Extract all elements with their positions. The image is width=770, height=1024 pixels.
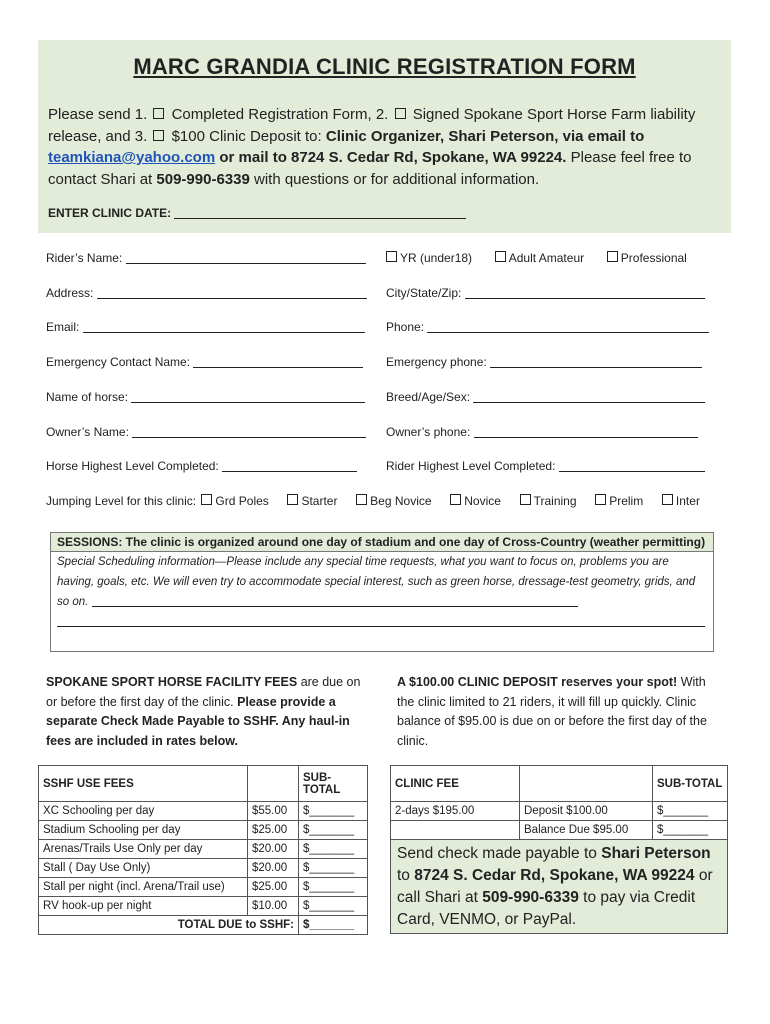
emergency-phone-line[interactable]: [490, 367, 702, 368]
email-label: Email:: [46, 320, 80, 334]
clinic-date-field[interactable]: [48, 206, 466, 220]
level-label: Novice: [464, 494, 501, 508]
pro-label: Professional: [620, 251, 687, 265]
sessions-heading: SESSIONS: The clinic is organized around one day of stadium and one day of Cross-Country (weather permitting): [51, 533, 713, 552]
sessions-instructions: Special Scheduling information—Please include any special time requests, what you want to focus on, problems you are having, goals, etc. We will even try to accommodate special interest, such as green horse, dressage-test geometry, grids, and so on.: [57, 556, 696, 608]
level-label: Beg Novice: [370, 494, 432, 508]
emergency-phone-label: Emergency phone:: [386, 355, 487, 369]
clinic-date-line[interactable]: [174, 218, 466, 219]
rider-category: [384, 251, 687, 265]
empty-cell: [520, 766, 653, 802]
table-row: [39, 840, 368, 859]
balance-subtotal[interactable]: $_______: [653, 821, 728, 840]
fee-item: Arenas/Trails Use Only per day: [39, 840, 248, 859]
emergency-phone-field[interactable]: [386, 355, 702, 369]
table-row: [39, 878, 368, 897]
email-field[interactable]: [46, 320, 365, 334]
intro-part: Please send 1.: [48, 106, 148, 123]
owner-phone-label: Owner’s phone:: [386, 425, 471, 439]
rider-level-line[interactable]: [559, 471, 705, 472]
total-row: [39, 916, 368, 935]
total-value[interactable]: $_______: [299, 916, 368, 935]
checkbox-pro[interactable]: [607, 251, 618, 262]
payable-text: to pay via Credit Card, VENMO, or PayPal.: [397, 889, 696, 928]
sshf-fees-heading: SPOKANE SPORT HORSE FACILITY FEES: [46, 675, 298, 689]
horse-level-label: Horse Highest Level Completed:: [46, 459, 219, 473]
email-link[interactable]: teamkiana@yahoo.com: [48, 149, 216, 166]
breed-line[interactable]: [473, 402, 705, 403]
owner-phone-line[interactable]: [474, 437, 698, 438]
fee-subtotal[interactable]: $_______: [299, 840, 368, 859]
level-label: Starter: [301, 494, 338, 508]
subtotal-header: SUB-TOTAL: [299, 766, 368, 802]
fee-item: XC Schooling per day: [39, 802, 248, 821]
checkbox-yr[interactable]: [386, 251, 397, 262]
address-line[interactable]: [97, 298, 367, 299]
fee-subtotal[interactable]: $_______: [299, 821, 368, 840]
fee-subtotal[interactable]: $_______: [299, 802, 368, 821]
emergency-name-line[interactable]: [193, 367, 363, 368]
sessions-line[interactable]: [92, 606, 578, 607]
owner-name-line[interactable]: [132, 437, 366, 438]
checkbox-form[interactable]: [153, 108, 164, 119]
sessions-text-area[interactable]: [51, 552, 713, 632]
rider-level-label: Rider Highest Level Completed:: [386, 459, 556, 473]
phone-label: Phone:: [386, 320, 425, 334]
payee-address: 8724 S. Cedar Rd, Spokane, WA 99224: [414, 867, 695, 884]
phone-line[interactable]: [427, 332, 709, 333]
checkbox-deposit[interactable]: [153, 130, 164, 141]
level-label: Training: [533, 494, 577, 508]
horse-name-label: Name of horse:: [46, 390, 129, 404]
rider-name-label: Rider’s Name:: [46, 251, 123, 265]
jumping-level-row: [46, 494, 700, 508]
fee-subtotal[interactable]: $_______: [299, 859, 368, 878]
yr-label: YR (under18): [400, 251, 473, 265]
level-label: Grd Poles: [215, 494, 269, 508]
fee-subtotal[interactable]: $_______: [299, 897, 368, 916]
clinic-fee-amount: 2-days $195.00: [391, 802, 520, 821]
horse-level-field[interactable]: [46, 459, 357, 473]
breed-field[interactable]: [386, 390, 705, 404]
payee-phone: 509-990-6339: [482, 889, 579, 906]
fee-item: RV hook-up per night: [39, 897, 248, 916]
checkbox-release[interactable]: [395, 108, 406, 119]
checkbox-level[interactable]: [595, 494, 606, 505]
intro-text: [48, 104, 718, 190]
fee-item: Stadium Schooling per day: [39, 821, 248, 840]
table-row: [39, 897, 368, 916]
owner-phone-field[interactable]: [386, 425, 698, 439]
emergency-name-field[interactable]: [46, 355, 363, 369]
horse-level-line[interactable]: [222, 471, 357, 472]
city-field[interactable]: [386, 286, 705, 300]
deposit-amount: Deposit $100.00: [520, 802, 653, 821]
sshf-fees-table: [38, 765, 368, 935]
intro-part: Please feel free to contact Shari at: [48, 149, 692, 188]
fee-item: Stall per night (incl. Arena/Trail use): [39, 878, 248, 897]
phone-number: 509-990-6339: [156, 170, 250, 188]
clinic-date-label: ENTER CLINIC DATE:: [48, 206, 172, 220]
rider-name-field[interactable]: [46, 251, 366, 265]
empty-cell: [248, 766, 299, 802]
sessions-line[interactable]: [57, 626, 705, 627]
address-field[interactable]: [46, 286, 367, 300]
total-label: TOTAL DUE to SSHF:: [39, 916, 299, 935]
owner-name-field[interactable]: [46, 425, 366, 439]
payee-name: Shari Peterson: [601, 845, 711, 862]
city-label: City/State/Zip:: [386, 286, 462, 300]
sessions-box: [50, 532, 714, 652]
fee-price: $25.00: [248, 821, 299, 840]
table-row: [391, 802, 728, 821]
deposit-subtotal[interactable]: $_______: [653, 802, 728, 821]
horse-name-line[interactable]: [131, 402, 365, 403]
rider-name-line[interactable]: [126, 263, 366, 264]
payable-note: [397, 843, 727, 931]
form-header: [38, 40, 731, 233]
owner-name-label: Owner’s Name:: [46, 425, 129, 439]
emergency-name-label: Emergency Contact Name:: [46, 355, 191, 369]
intro-part: $100 Clinic Deposit to:: [171, 127, 322, 145]
deposit-heading: A $100.00 CLINIC DEPOSIT reserves your spot!: [397, 675, 678, 689]
clinic-fee-header: CLINIC FEE: [391, 766, 520, 802]
city-line[interactable]: [465, 298, 705, 299]
checkbox-level[interactable]: [287, 494, 298, 505]
address-label: Address:: [46, 286, 94, 300]
phone-field[interactable]: [386, 320, 709, 334]
level-label: Prelim: [609, 494, 644, 508]
level-label: Inter: [675, 494, 700, 508]
sshf-fees-instruction: Please provide a separate Check Made Payable to SSHF. Any haul-in fees are included in rates below.: [46, 694, 350, 748]
payable-text: to: [397, 867, 410, 884]
table-row: [39, 821, 368, 840]
breed-label: Breed/Age/Sex:: [386, 390, 471, 404]
sshf-fees-text: are due on or before the first day of the clinic.: [46, 675, 361, 709]
checkbox-level[interactable]: [356, 494, 367, 505]
clinic-subtotal-header: SUB-TOTAL: [653, 766, 728, 802]
table-row: [391, 821, 728, 840]
rider-level-field[interactable]: [386, 459, 705, 473]
checkbox-level[interactable]: [520, 494, 531, 505]
fee-subtotal[interactable]: $_______: [299, 878, 368, 897]
email-line[interactable]: [83, 332, 365, 333]
checkbox-adult[interactable]: [495, 251, 506, 262]
balance-amount: Balance Due $95.00: [520, 821, 653, 840]
table-row: [39, 859, 368, 878]
horse-name-field[interactable]: [46, 390, 365, 404]
intro-part: with questions or for additional information.: [254, 170, 540, 188]
adult-label: Adult Amateur: [508, 251, 585, 265]
checkbox-level[interactable]: [662, 494, 673, 505]
jumping-label: Jumping Level for this clinic:: [46, 494, 197, 508]
deposit-note: [397, 673, 721, 751]
sshf-fees-note: [46, 673, 368, 751]
empty-cell: [391, 821, 520, 840]
payable-text: Send check made payable to: [397, 845, 597, 862]
deposit-text: With the clinic limited to 21 riders, it will fill up quickly. Clinic balance of $95.00 is due on or before the first day of the clinic.: [397, 675, 707, 748]
fee-price: $55.00: [248, 802, 299, 821]
checkbox-level[interactable]: [450, 494, 461, 505]
fee-item: Stall ( Day Use Only): [39, 859, 248, 878]
page-title: MARC GRANDIA CLINIC REGISTRATION FORM: [133, 54, 636, 79]
sshf-header: SSHF USE FEES: [39, 766, 248, 802]
payable-text: or call Shari at: [397, 867, 713, 906]
table-row: [39, 802, 368, 821]
mail-address: or mail to 8724 S. Cedar Rd, Spokane, WA 99224.: [219, 149, 567, 166]
fee-price: $25.00: [248, 878, 299, 897]
fee-price: $20.00: [248, 859, 299, 878]
intro-part: Completed Registration Form, 2.: [171, 106, 389, 123]
organizer-text: Clinic Organizer, Shari Peterson, via email to: [325, 127, 645, 145]
checkbox-level[interactable]: [201, 494, 212, 505]
fee-price: $20.00: [248, 840, 299, 859]
fee-price: $10.00: [248, 897, 299, 916]
intro-part: Signed Spokane Sport Horse Farm liability release, and 3.: [48, 106, 696, 145]
